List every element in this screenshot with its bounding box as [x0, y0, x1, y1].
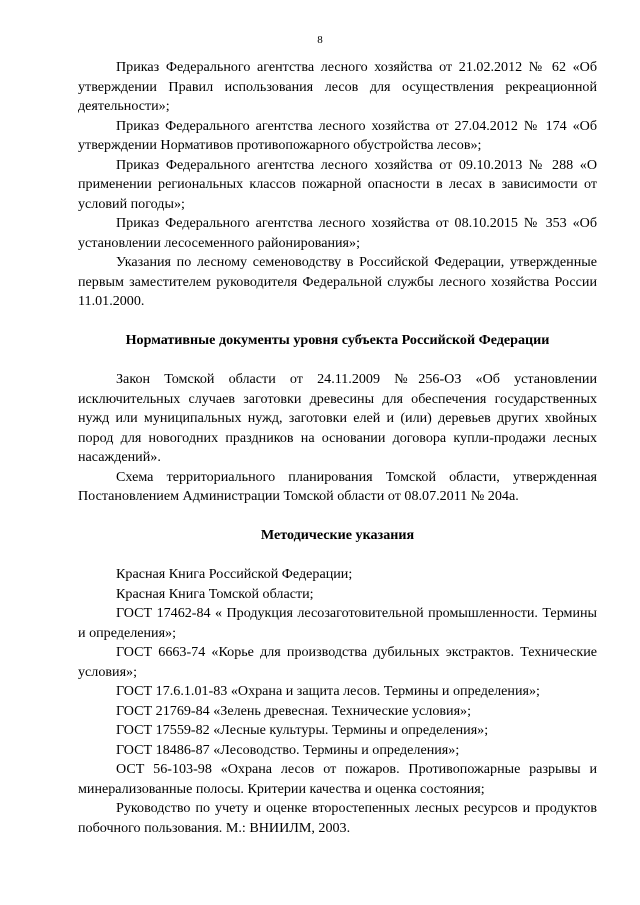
paragraph: ГОСТ 6663-74 «Корье для производства дубильных экстрактов. Технические условия»; — [78, 644, 597, 680]
paragraph: Руководство по учету и оценке второстепенных лесных ресурсов и продуктов побочного пользования. М.: ВНИИЛМ, 2003. — [78, 800, 597, 836]
paragraph: Приказ Федерального агентства лесного хозяйства от 27.04.2012 № 174 «Об утверждении Нормативов противопожарного обустройства лесов»; — [78, 117, 597, 153]
paragraph: ГОСТ 17.6.1.01-83 «Охрана и защита лесов. Термины и определения»; — [116, 683, 540, 699]
paragraph: ОСТ 56-103-98 «Охрана лесов от пожаров. Противопожарные разрывы и минерализованные полосы. Критерии качества и оценка состояния; — [78, 761, 597, 797]
section-heading-methodical: Методические указания — [260, 526, 415, 543]
subject-documents-section — [78, 370, 597, 507]
paragraph: Схема территориального планирования Томской области, утвержденная Постановлением Администрации Томской области от 08.07.2011 № 204а. — [78, 468, 597, 504]
methodical-section — [78, 565, 597, 838]
paragraph: Закон Томской области от 24.11.2009 №256-ОЗ «Об установлении исключительных случаев заготовки древесины для обеспечения государственных нужд или муниципальных нужд, заготовки елей и (или) деревьев других хвойных пород для новогодних праздников на основании договора купли-продажи лесных насаждений». — [78, 371, 597, 465]
paragraph: Приказ Федерального агентства лесного хозяйства от 09.10.2013 № 288 «О применении региональных классов пожарной опасности в лесах в зависимости от условий погоды»; — [78, 156, 597, 212]
paragraph: ГОСТ 17559-82 «Лесные культуры. Термины и определения»; — [116, 722, 489, 738]
document-body — [78, 58, 597, 838]
paragraph: Приказ Федерального агентства лесного хозяйства от 08.10.2015 № 353 «Об установлении лесосеменного районирования»; — [78, 215, 597, 251]
paragraph: ГОСТ 21769-84 «Зелень древесная. Технические условия»; — [116, 702, 472, 719]
paragraph: Красная Книга Российской Федерации; — [116, 566, 353, 582]
paragraph: Приказ Федерального агентства лесного хозяйства от 21.02.2012 № 62 «Об утверждении Правил использования лесов для осуществления рекреационной деятельности»; — [78, 59, 597, 114]
paragraph: ГОСТ 17462-84 « Продукция лесозаготовительной промышленности. Термины и определения»; — [78, 605, 597, 641]
paragraph: ГОСТ 18486-87 «Лесоводство. Термины и определения»; — [116, 741, 460, 758]
paragraph: Красная Книга Томской области; — [116, 585, 314, 602]
page-number: 8 — [317, 34, 323, 46]
section-heading-subject: Нормативные документы уровня субъекта Российской Федерации — [125, 331, 550, 348]
paragraph: Указания по лесному семеноводству в Российской Федерации, утвержденные первым заместителем руководителя Федеральной службы лесного хозяйства России 11.01.2000. — [78, 254, 597, 309]
federal-documents-section — [78, 58, 597, 312]
